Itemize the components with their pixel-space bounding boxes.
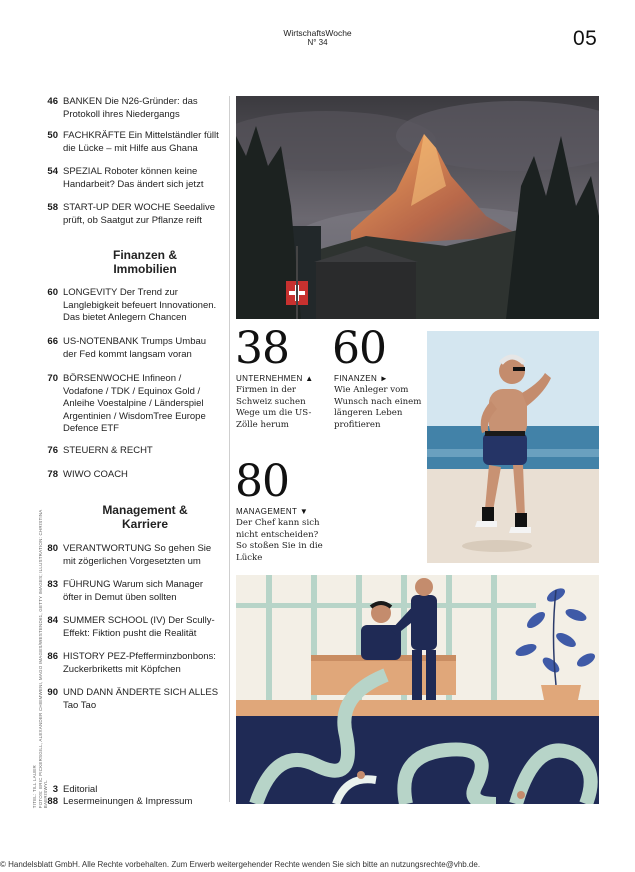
credit-line: TITEL: TILL LAUER	[31, 765, 37, 809]
toc-entry[interactable]	[40, 687, 222, 712]
toc-entry[interactable]	[40, 373, 222, 436]
toc-page-number: 86	[47, 651, 58, 662]
beach-senior-photo[interactable]	[427, 331, 599, 563]
toc-entry[interactable]	[40, 543, 222, 568]
toc-page-number: 80	[47, 543, 58, 554]
issue-number: N° 34	[307, 38, 328, 47]
photo-credits	[32, 488, 49, 808]
toc-page-number: 50	[47, 130, 58, 141]
toc-page-number: 88	[47, 796, 58, 807]
toc-text: Lesermeinungen & Impressum	[63, 796, 193, 807]
toc-text: BÖRSENWOCHE Infineon / Vodafone / TDK / Equinox Gold / Anleihe Voestalpine / Länderspiel Argentinien / WisdomTree Europe Defence ETF	[63, 373, 206, 434]
copyright-footer: © Handelsblatt GmbH. Alle Rechte vorbehalten. Zum Erwerb weitergehender Rechte wenden Sie sich bitte an nutzungsrechte@vhb.de.	[0, 860, 481, 869]
toc-text: BANKEN Die N26-Gründer: das Protokoll ihres Niedergangs	[63, 96, 198, 120]
toc-entry[interactable]	[40, 130, 222, 155]
toc-text: SPEZIAL Roboter können keine Handarbeit? Das ändert sich jetzt	[63, 166, 204, 190]
toc-text: STEUERN & RECHT	[63, 445, 153, 456]
section-heading-finanzen	[70, 249, 220, 276]
toc-text: HISTORY PEZ-Pfefferminzbonbons: Zuckerbriketts mit Köpfchen	[63, 651, 216, 675]
toc-entry[interactable]	[40, 469, 222, 482]
teaser-number-80: 80	[235, 456, 289, 507]
toc-text: FACHKRÄFTE Ein Mittelständler füllt die Lücke – mit Hilfe aus Ghana	[63, 130, 219, 154]
toc-entry[interactable]	[40, 784, 222, 797]
section-heading-line: Immobilien	[113, 261, 177, 276]
toc-entry[interactable]	[40, 166, 222, 191]
section-heading-line: Finanzen &	[112, 248, 177, 262]
toc-page-number: 78	[47, 469, 58, 480]
teaser-label-finanzen: FINANZEN ►	[334, 374, 389, 383]
toc-entry[interactable]	[40, 96, 222, 121]
toc-entry[interactable]	[40, 202, 222, 227]
page-number: 05	[573, 27, 598, 50]
toc-page-number: 83	[47, 579, 58, 590]
toc-page-number: 60	[47, 287, 58, 298]
teaser-label-management: MANAGEMENT ▼	[236, 507, 309, 516]
teaser-text-finanzen[interactable]: Wie Anleger vom Wunsch nach einem längeren Leben profitieren	[334, 385, 422, 430]
toc-text: WIWO COACH	[63, 469, 128, 480]
toc-page-number: 54	[47, 166, 58, 177]
toc-page-number: 46	[47, 96, 58, 107]
teaser-number-38: 38	[235, 323, 289, 374]
teaser-text-management[interactable]: Der Chef kann sich nicht entscheiden? So stoßen Sie in die Lücke	[236, 518, 323, 563]
toc-entry[interactable]	[40, 287, 222, 325]
toc-entry[interactable]	[40, 579, 222, 604]
teaser-number-60: 60	[332, 323, 386, 374]
toc-page-number: 66	[47, 336, 58, 347]
toc-entry[interactable]	[40, 796, 222, 809]
toc-text: SUMMER SCHOOL (IV) Der Scully-Effekt: Fiktion pusht die Realität	[63, 615, 215, 639]
toc-text: UND DANN ÄNDERTE SICH ALLES Tao Tao	[63, 687, 219, 711]
section-heading-line: Management &	[102, 503, 188, 517]
toc-page-number: 3	[52, 784, 58, 795]
toc-text: START-UP DER WOCHE Seedalive prüft, ob Saatgut zur Pflanze reift	[63, 202, 216, 226]
toc-text: VERANTWORTUNG So gehen Sie mit zögerlichen Vorgesetzten um	[63, 543, 212, 567]
toc-entry[interactable]	[40, 336, 222, 361]
teaser-label-unternehmen: UNTERNEHMEN ▲	[236, 374, 314, 383]
toc-text: US-NOTENBANK Trumps Umbau der Fed kommt langsam voran	[63, 336, 207, 360]
matterhorn-photo[interactable]	[236, 96, 599, 319]
toc-entry[interactable]	[40, 615, 222, 640]
section-heading-line: Karriere	[121, 516, 169, 531]
toc-page-number: 70	[47, 373, 58, 384]
toc-text: LONGEVITY Der Trend zur Langlebigkeit befeuert Innovationen. Das bietet Anlegern Chancen	[63, 287, 217, 323]
toc-page-number: 90	[47, 687, 58, 698]
toc-entry[interactable]	[40, 651, 222, 676]
toc-page-number: 84	[47, 615, 58, 626]
column-divider	[229, 96, 230, 802]
toc-text: Editorial	[63, 784, 98, 795]
toc-text: FÜHRUNG Warum sich Manager öfter in Demut üben sollten	[63, 579, 204, 603]
magazine-title: WirtschaftsWoche	[283, 28, 352, 38]
section-heading-management	[70, 504, 220, 531]
toc-entry[interactable]	[40, 445, 222, 458]
toc-page-number: 58	[47, 202, 58, 213]
management-illustration[interactable]	[236, 575, 599, 804]
credit-line: FOTOS: ERIC PICKERSGILL, ALEXANDER CHIEMWENI, MAGO IMAGES/WESTEND61, GETTY IMAGES; ILLUSTRATION: CHRISTINA BAERISWYL	[37, 509, 48, 809]
toc-page-number: 76	[47, 445, 58, 456]
teaser-text-unternehmen[interactable]: Firmen in der Schweiz suchen Wege um die US-Zölle herum	[236, 385, 312, 430]
